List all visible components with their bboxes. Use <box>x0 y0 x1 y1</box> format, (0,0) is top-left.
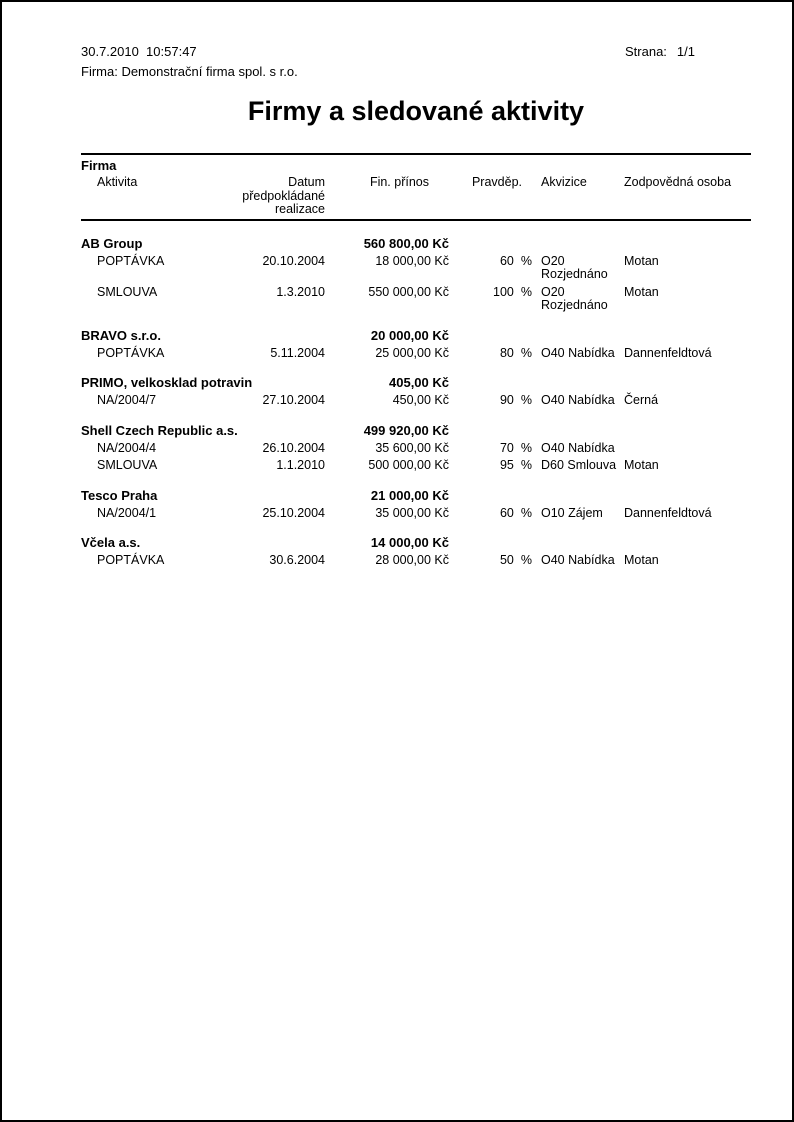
percent-sign: % <box>520 458 532 472</box>
activity-probability <box>449 554 532 568</box>
activity-row <box>81 286 751 313</box>
activity-row <box>81 394 751 408</box>
activity-acquisition: D60 Smlouva <box>541 458 617 472</box>
percent-sign: % <box>520 345 532 360</box>
activity-acquisition: O10 Zájem <box>541 505 603 520</box>
company-activity-rows <box>81 255 751 313</box>
company-name: Shell Czech Republic a.s. <box>81 422 238 438</box>
company-group-header <box>81 375 751 390</box>
report-datetime: 30.7.2010 10:57:47 <box>81 44 197 59</box>
company-group <box>81 488 751 521</box>
company-group-header <box>81 488 751 503</box>
activity-date: 20.10.2004 <box>262 253 325 268</box>
percent-sign: % <box>520 284 532 299</box>
company-line: Firma: Demonstrační firma spol. s r.o. <box>81 64 298 79</box>
activity-benefit: 450,00 Kč <box>392 393 449 407</box>
activity-benefit: 550 000,00 Kč <box>368 284 449 299</box>
activity-acquisition: O40 Nabídka <box>541 393 615 407</box>
table-body <box>81 236 751 568</box>
activity-person: Motan <box>624 253 659 268</box>
activity-name: NA/2004/1 <box>97 505 157 520</box>
probability-value: 60 <box>499 253 514 268</box>
table-column-headers <box>81 176 751 217</box>
activity-date: 25.10.2004 <box>262 505 325 520</box>
activity-benefit: 35 000,00 Kč <box>375 505 449 520</box>
probability-value: 70 <box>499 440 514 455</box>
activity-benefit: 35 600,00 Kč <box>375 440 449 455</box>
company-total: 499 920,00 Kč <box>363 422 449 438</box>
activity-row <box>81 255 751 282</box>
activity-name: NA/2004/7 <box>97 393 157 407</box>
activity-person: Motan <box>624 458 659 472</box>
probability-value: 95 <box>499 458 514 472</box>
company-group <box>81 535 751 568</box>
company-activity-rows <box>81 442 751 473</box>
column-header-person: Zodpovědná osoba <box>624 175 732 189</box>
activity-probability <box>449 286 532 300</box>
activity-date: 30.6.2004 <box>269 553 325 567</box>
percent-sign: % <box>520 393 532 407</box>
company-group-header <box>81 423 751 438</box>
company-group-header <box>81 328 751 343</box>
company-name: Včela a.s. <box>81 535 141 550</box>
probability-value: 100 <box>493 284 514 299</box>
activity-row <box>81 442 751 456</box>
page-label: Strana: <box>625 44 667 59</box>
column-header-activity: Aktivita <box>97 175 138 189</box>
column-header-date: Datum předpokládané realizace <box>242 175 325 216</box>
activity-name: POPTÁVKA <box>97 553 165 567</box>
activity-benefit: 500 000,00 Kč <box>368 458 449 472</box>
activity-date: 27.10.2004 <box>262 393 325 407</box>
activity-benefit: 28 000,00 Kč <box>375 553 449 567</box>
probability-value: 60 <box>499 505 514 520</box>
company-name: Tesco Praha <box>81 487 158 503</box>
activity-acquisition: O40 Nabídka <box>541 440 615 455</box>
report-title: Firmy a sledované aktivity <box>247 96 585 126</box>
activity-probability <box>449 459 532 473</box>
activity-person: Motan <box>624 553 659 567</box>
percent-sign: % <box>520 440 532 455</box>
report-header-row <box>81 42 751 62</box>
activity-acquisition: O20 Rozjednáno <box>541 253 608 281</box>
activity-probability <box>449 507 532 521</box>
activity-person: Dannenfeldtová <box>624 505 712 520</box>
column-header-benefit: Fin. přínos <box>369 175 429 189</box>
company-total: 405,00 Kč <box>389 375 449 390</box>
activity-name: POPTÁVKA <box>97 345 165 360</box>
activity-date: 1.3.2010 <box>276 284 325 299</box>
activity-date: 1.1.2010 <box>276 458 325 472</box>
activity-row <box>81 507 751 521</box>
activity-benefit: 25 000,00 Kč <box>375 345 449 360</box>
page-number: 1/1 <box>676 44 695 59</box>
activity-acquisition: O40 Nabídka <box>541 345 615 360</box>
company-total: 20 000,00 Kč <box>370 327 449 343</box>
percent-sign: % <box>520 553 532 567</box>
activity-name: POPTÁVKA <box>97 253 165 268</box>
probability-value: 80 <box>499 345 514 360</box>
top-rule <box>81 153 751 155</box>
column-header-acquisition: Akvizice <box>541 175 587 189</box>
company-total: 14 000,00 Kč <box>370 535 449 550</box>
activity-probability <box>449 442 532 456</box>
activity-row <box>81 347 751 361</box>
activity-benefit: 18 000,00 Kč <box>375 253 449 268</box>
company-group <box>81 328 751 361</box>
company-group <box>81 423 751 473</box>
activity-acquisition: O40 Nabídka <box>541 553 615 567</box>
company-group-header <box>81 236 751 251</box>
section-header-firma: Firma <box>81 158 117 173</box>
activity-probability <box>449 255 532 269</box>
page-indicator <box>625 42 695 62</box>
company-total: 21 000,00 Kč <box>370 487 449 503</box>
activity-name: SMLOUVA <box>97 458 158 472</box>
company-activity-rows <box>81 507 751 521</box>
percent-sign: % <box>520 505 532 520</box>
activity-probability <box>449 394 532 408</box>
activity-row <box>81 459 751 473</box>
activity-row <box>81 554 751 568</box>
activity-person: Dannenfeldtová <box>624 345 712 360</box>
activity-date: 26.10.2004 <box>262 440 325 455</box>
company-group-header <box>81 535 751 550</box>
company-activity-rows <box>81 554 751 568</box>
company-name: AB Group <box>81 235 143 251</box>
activity-person: Motan <box>624 284 659 299</box>
activity-name: SMLOUVA <box>97 284 158 299</box>
company-group <box>81 236 751 313</box>
company-name: PRIMO, velkosklad potravin <box>81 375 253 390</box>
activity-date: 5.11.2004 <box>270 345 325 360</box>
company-name: BRAVO s.r.o. <box>81 327 161 343</box>
company-activity-rows <box>81 394 751 408</box>
activity-person: Černá <box>624 393 659 407</box>
company-activity-rows <box>81 347 751 361</box>
company-total: 560 800,00 Kč <box>363 235 449 251</box>
activity-probability <box>449 347 532 361</box>
activity-name: NA/2004/4 <box>97 440 157 455</box>
probability-value: 90 <box>499 393 514 407</box>
column-header-probability: Pravděp. <box>471 175 522 189</box>
header-rule <box>81 219 751 221</box>
activity-acquisition: O20 Rozjednáno <box>541 284 608 312</box>
report-header <box>81 2 751 82</box>
company-group <box>81 375 751 408</box>
probability-value: 50 <box>499 553 514 567</box>
percent-sign: % <box>520 253 532 268</box>
